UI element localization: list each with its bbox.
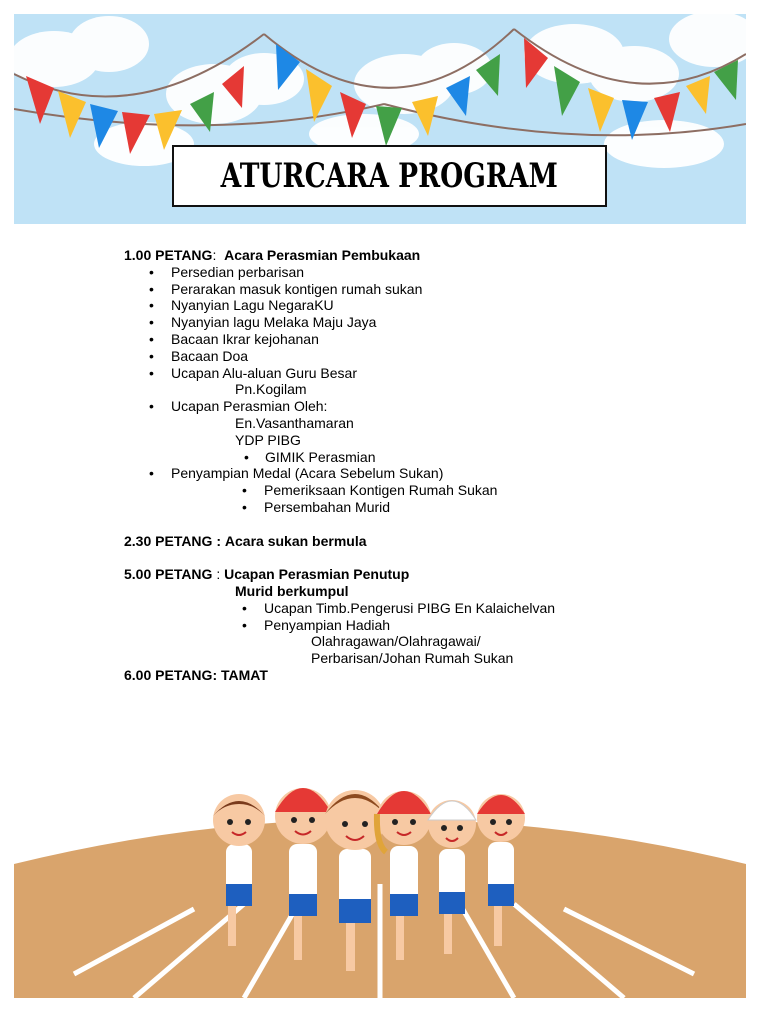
program-schedule: [124, 247, 724, 684]
session-time: 6.00 PETANG: [124, 666, 213, 683]
list-item: • Persedian perbarisan: [149, 263, 305, 280]
session-heading: 5.00 PETANG : Ucapan Perasmian Penutup: [124, 566, 410, 583]
session-time: 5.00 PETANG: [124, 566, 213, 583]
list-item: • Bacaan Ikrar kejohanan: [149, 330, 319, 347]
detail-line: Perbarisan/Johan Rumah Sukan: [311, 650, 514, 667]
list-item: • Penyampian Hadiah: [242, 616, 391, 633]
session-event: Acara Perasmian Pembukaan: [224, 247, 421, 263]
detail-line: Pn.Kogilam: [235, 381, 307, 398]
list-item: • Persembahan Murid: [242, 498, 391, 515]
session-heading: 2.30 PETANG : Acara sukan bermula: [124, 532, 367, 549]
detail-line: Murid berkumpul: [235, 582, 349, 599]
session-time: 2.30 PETANG: [124, 532, 213, 549]
list-item: • Penyampian Medal (Acara Sebelum Sukan): [149, 465, 444, 482]
session-heading: 1.00 PETANG: Acara Perasmian Pembukaan: [124, 247, 421, 263]
page-title: ATURCARA PROGRAM: [220, 156, 559, 196]
running-children-illustration: [14, 734, 746, 998]
list-item: • Ucapan Perasmian Oleh:: [149, 398, 328, 415]
session-event: Ucapan Perasmian Penutup: [224, 566, 410, 583]
list-item: • Bacaan Doa: [149, 347, 249, 364]
list-item: • Perarakan masuk kontigen rumah sukan: [149, 280, 423, 297]
list-item: • GIMIK Perasmian: [244, 448, 376, 465]
session-event: Acara sukan bermula: [224, 532, 367, 549]
program-page: [14, 14, 746, 998]
session-heading: 6.00 PETANG: TAMAT: [124, 666, 268, 683]
detail-line: YDP PIBG: [235, 431, 301, 448]
detail-line: En.Vasanthamaran: [235, 414, 354, 431]
session-time: 1.00 PETANG: [124, 247, 213, 263]
list-item: • Nyanyian Lagu NegaraKU: [149, 297, 334, 314]
list-item: • Ucapan Alu-aluan Guru Besar: [149, 364, 357, 381]
list-item: • Nyanyian lagu Melaka Maju Jaya: [149, 314, 377, 331]
list-item: • Pemeriksaan Kontigen Rumah Sukan: [242, 482, 498, 499]
detail-line: Olahragawan/Olahragawai/: [311, 633, 481, 650]
session-event: TAMAT: [221, 666, 268, 683]
list-item: • Ucapan Timb.Pengerusi PIBG En Kalaichelvan: [242, 599, 556, 616]
title-box: [172, 145, 607, 207]
